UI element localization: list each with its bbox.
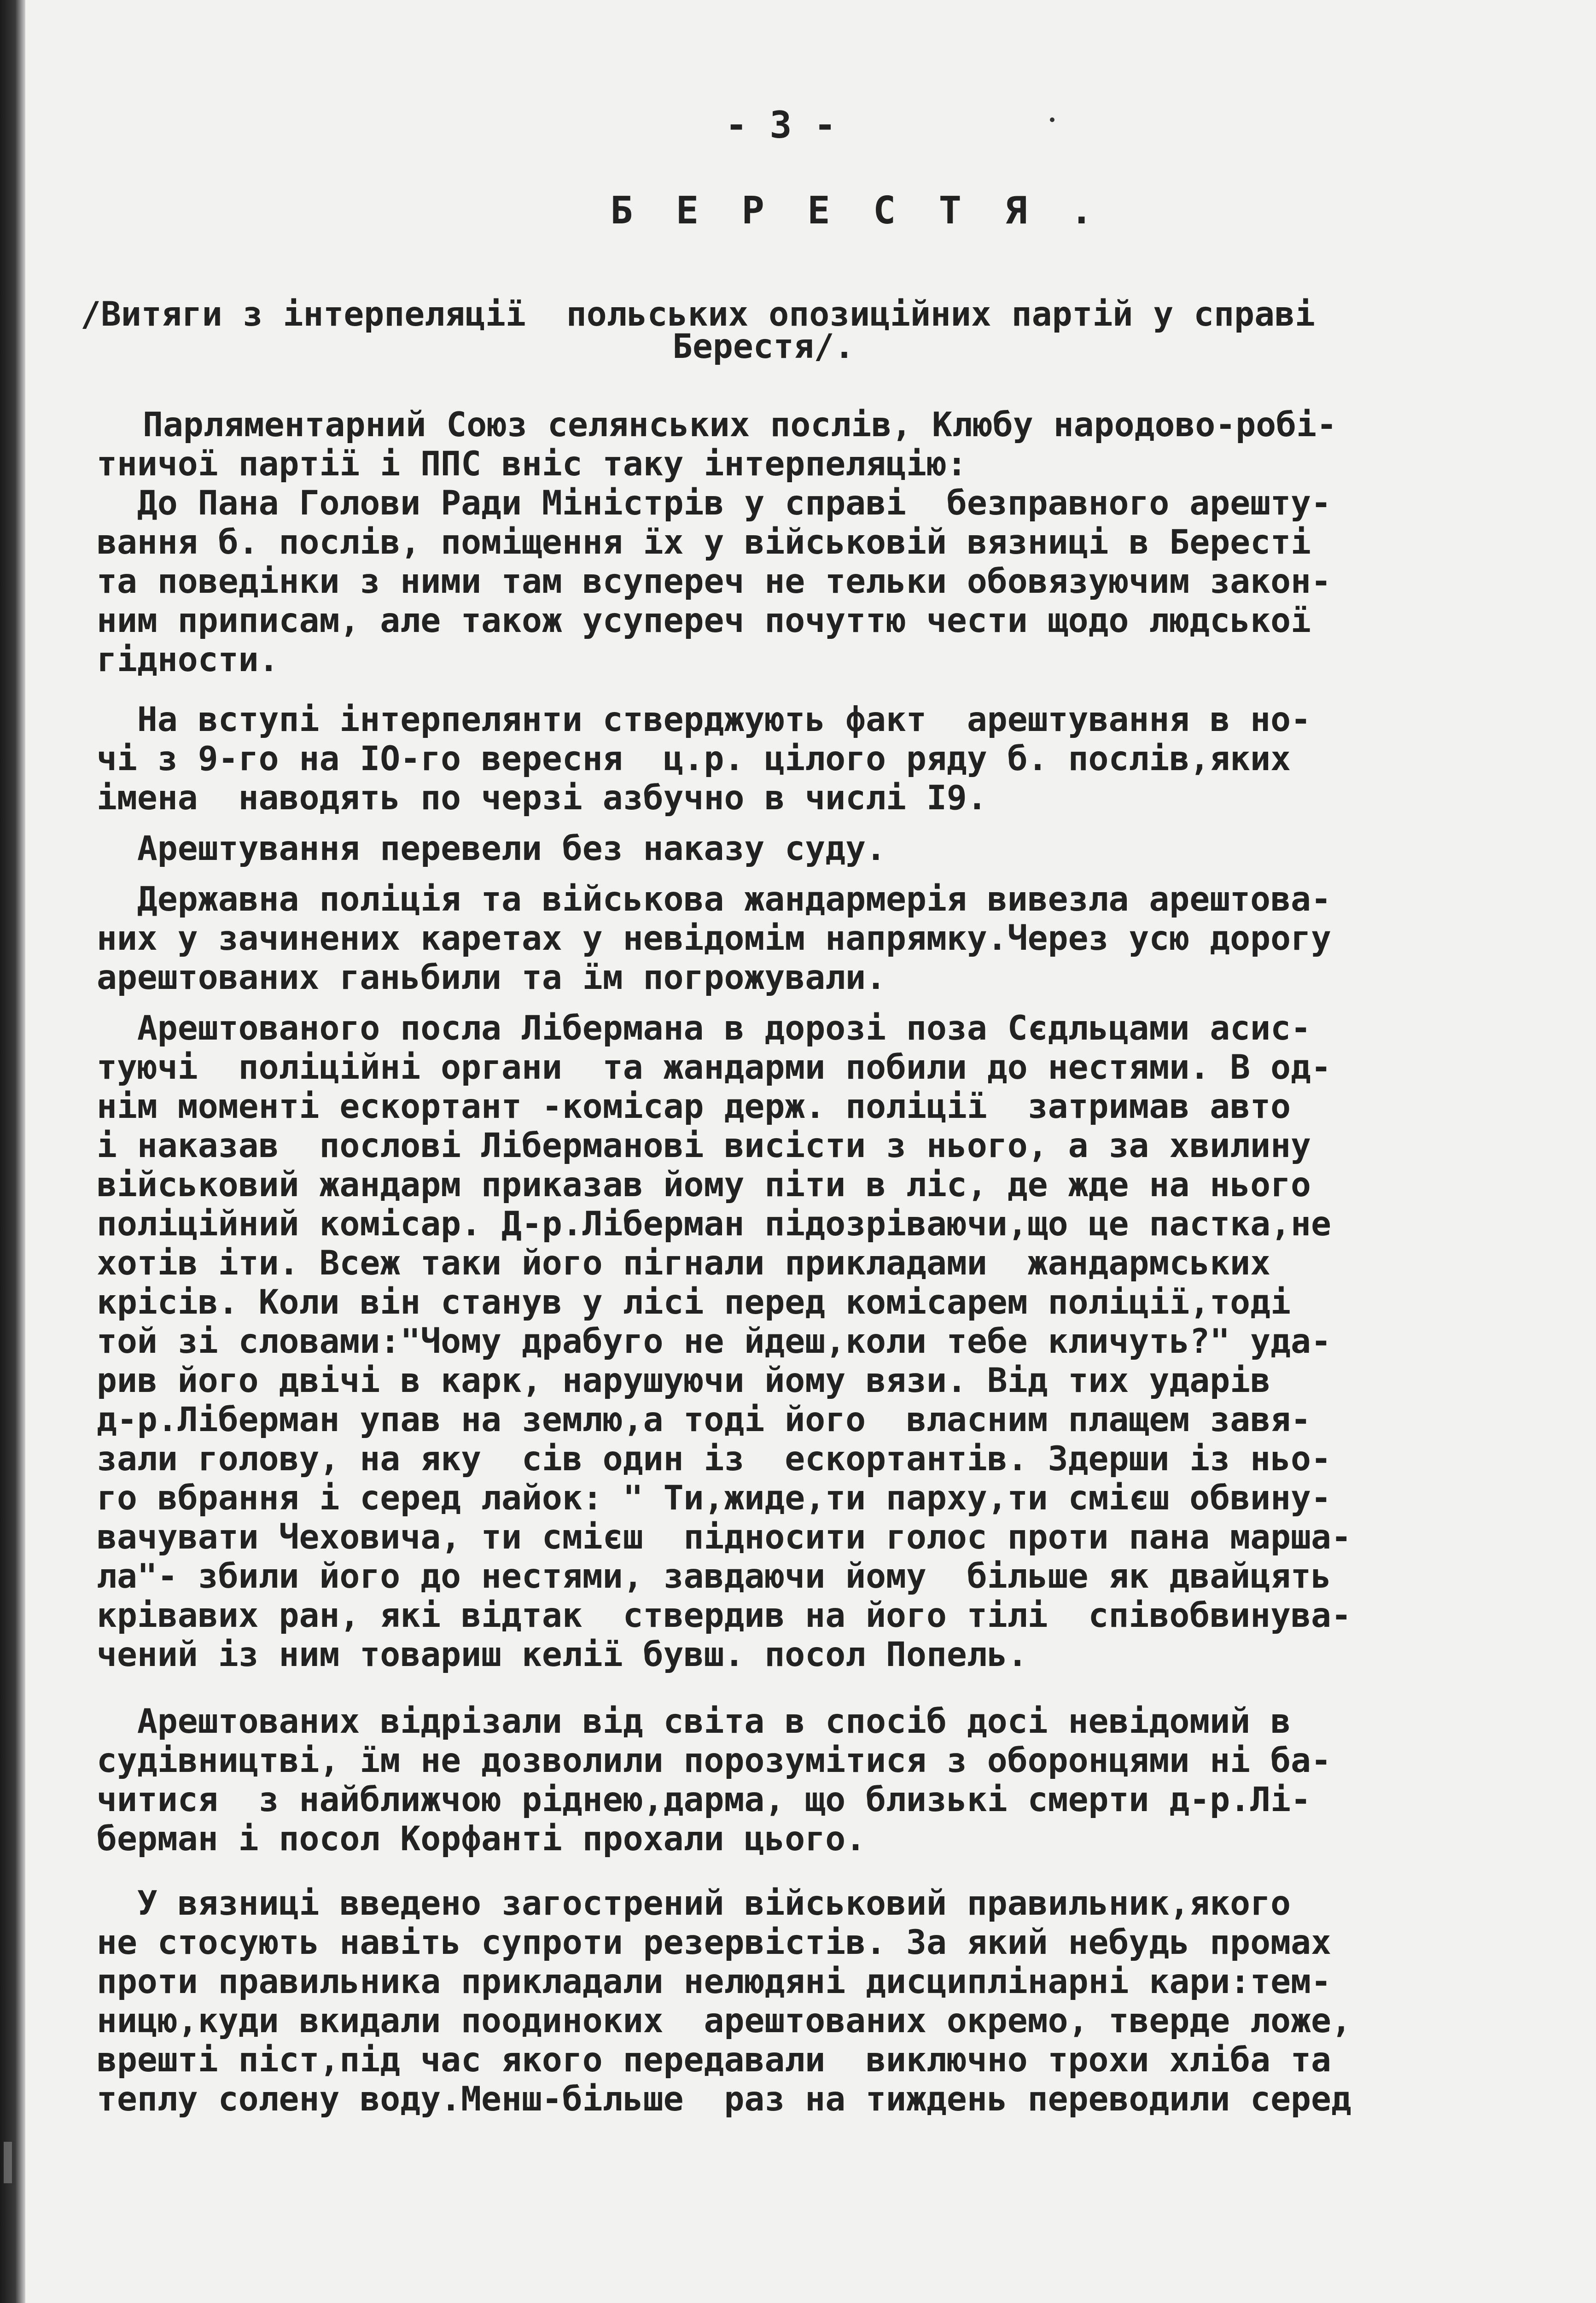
margin-mark xyxy=(4,2142,12,2183)
body-line: судівництві, їм не дозволили порозумітися з оборонцями ні ба- xyxy=(97,1741,1331,1780)
body-line: Арештованого посла Лібермана в дорозі поза Сєдльцами асис- xyxy=(97,1009,1311,1048)
body-line: хотів іти. Всеж таки його пігнали прикладами жандармських xyxy=(97,1244,1271,1283)
body-line: них у зачинених каретах у невідомім напрямку.Через усю дорогу xyxy=(97,919,1331,958)
body-line: Парляментарний Союз селянських послів, Клюбу народово-робі- xyxy=(143,405,1337,444)
body-line: не стосують навіть супроти резервістів. За який небудь промах xyxy=(97,1923,1331,1962)
body-line: гідности. xyxy=(97,640,279,679)
body-line: нім моменті ескортант -комісар держ. поліції затримав авто xyxy=(97,1087,1291,1126)
body-line: го вбрання і серед лайок: " Ти,жиде,ти парху,ти смієш обвину- xyxy=(97,1479,1331,1518)
body-line: зали голову, на яку сів один із ескортантів. Здерши із ньо- xyxy=(97,1439,1331,1479)
body-line: берман і посол Корфанті прохали цього. xyxy=(97,1819,866,1859)
body-line: На вступі інтерпелянти стверджують факт арештування в но- xyxy=(97,700,1311,739)
body-line: крівавих ран, які відтак ствердив на його тілі співобвинува- xyxy=(97,1596,1351,1635)
body-line: врешті піст,під час якого передавали виключно трохи хліба та xyxy=(97,2040,1331,2080)
body-line: д-р.Ліберман упав на землю,а тоді його власним плащем завя- xyxy=(97,1400,1311,1439)
document-page xyxy=(25,0,1596,2303)
body-line: проти правильника прикладали нелюдяні дисциплінарні кари:тем- xyxy=(97,1962,1331,2001)
body-line: туючі поліційні органи та жандарми побили до нестями. В од- xyxy=(97,1048,1331,1087)
body-line: ницю,куди вкидали поодиноких арештованих окремо, тверде ложе, xyxy=(97,2001,1351,2040)
body-line: вання б. послів, поміщення їх у військовій вязниці в Бересті xyxy=(97,523,1311,562)
body-line: той зі словами:"Чому драбуго не йдеш,коли тебе кличуть?" уда- xyxy=(97,1322,1331,1361)
document-text xyxy=(81,0,1547,2119)
document-title: Б Е Р Е С Т Я . xyxy=(610,189,1103,233)
body-line: та поведінки з ними там всупереч не тельки обовязуючим закон- xyxy=(97,562,1331,601)
body-line: У вязниці введено загострений військовий правильник,якого xyxy=(97,1884,1291,1923)
body-line: і наказав послові Ліберманові висісти з нього, а за хвилину xyxy=(97,1126,1311,1165)
body-line: арештованих ганьбили та їм погрожували. xyxy=(97,958,886,997)
body-line: крісів. Коли він станув у лісі перед комісарем поліції,тоді xyxy=(97,1283,1291,1322)
body-line: читися з найближчою ріднею,дарма, що близькі смерти д-р.Лі- xyxy=(97,1780,1311,1819)
body-line: ним приписам, але також усупереч почуттю чести щодо людської xyxy=(97,601,1311,640)
body-line: теплу солену воду.Менш-більше раз на тиждень переводили серед xyxy=(97,2080,1351,2119)
body-line: чі з 9-го на IO-го вересня ц.р. цілого ряду б. послів,яких xyxy=(97,739,1291,778)
body-line: імена наводять по черзі азбучно в числі I9. xyxy=(97,778,987,818)
body-line: військовий жандарм приказав йому піти в ліс, де жде на нього xyxy=(97,1165,1311,1204)
body-line: рив його двічі в карк, нарушуючи йому вязи. Від тих ударів xyxy=(97,1361,1271,1400)
scan-edge xyxy=(0,0,25,2303)
body-line: вачувати Чеховича, ти смієш підносити голос проти пана марша- xyxy=(97,1518,1351,1557)
body-line: ла"- збили його до нестями, завдаючи йому більше як двайцять xyxy=(97,1557,1331,1596)
body-line: Державна поліція та військова жандармерія вивезла арештова- xyxy=(97,880,1331,919)
body-line: тничої партії і ППС вніс таку інтерпеляцію: xyxy=(97,444,967,484)
body-line: Арештування перевели без наказу суду. xyxy=(97,829,886,868)
body-line: Арештованих відрізали від світа в спосіб досі невідомий в xyxy=(97,1702,1291,1741)
body-line: До Пана Голови Ради Міністрів у справі безправного арешту- xyxy=(97,484,1331,523)
subtitle-line: Берестя/. xyxy=(672,327,855,366)
subtitle-line: /Витяги з інтерпеляції польських опозиційних партій у справі xyxy=(81,295,1315,334)
page-number: - 3 - xyxy=(725,104,836,146)
body-line: поліційний комісар. Д-р.Ліберман підозріваючи,що це пастка,не xyxy=(97,1204,1331,1244)
body-line: чений із ним товариш келії бувш. посол Попель. xyxy=(97,1635,1028,1674)
